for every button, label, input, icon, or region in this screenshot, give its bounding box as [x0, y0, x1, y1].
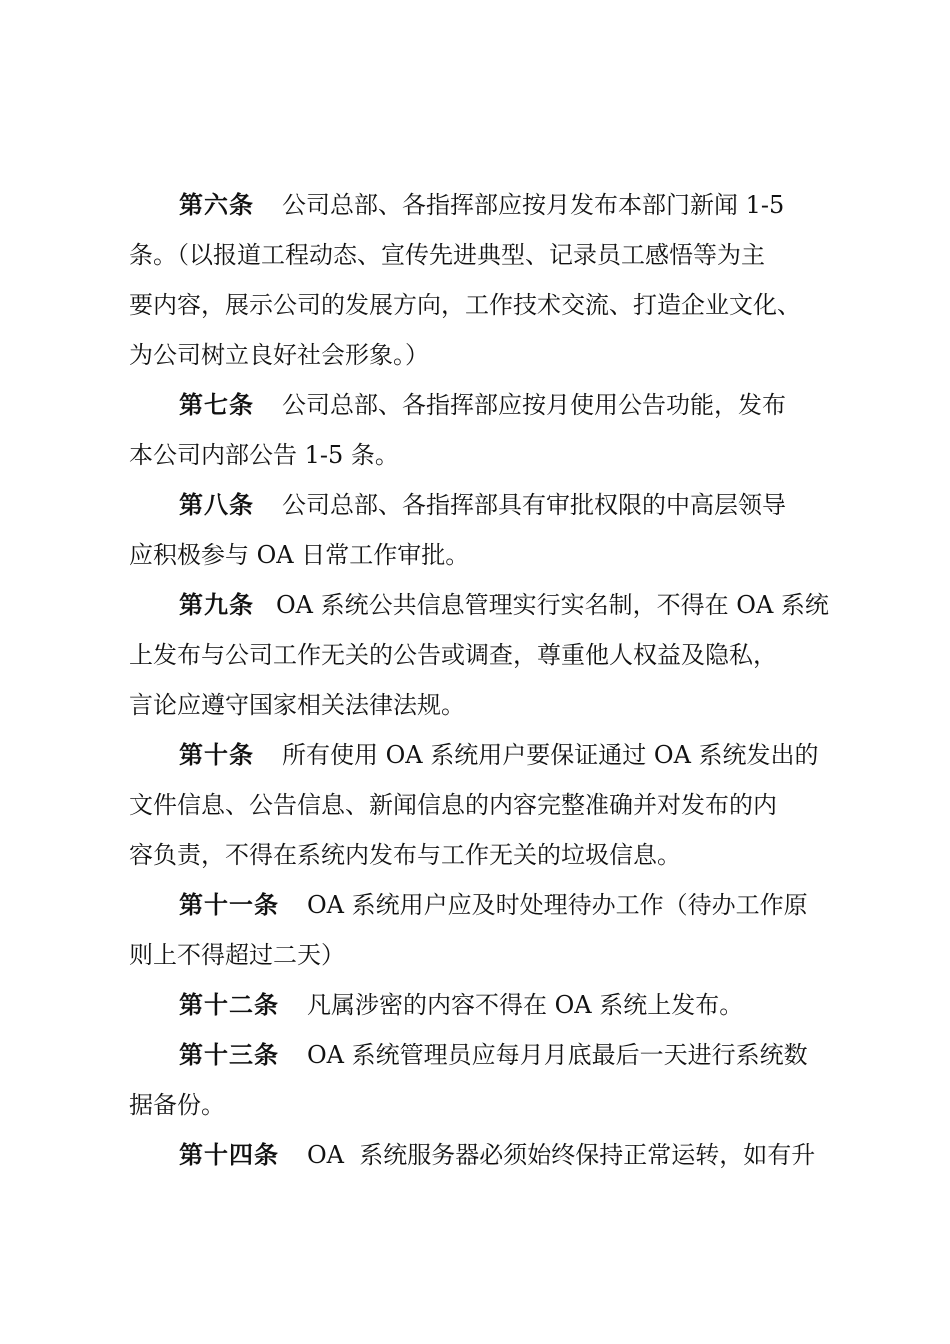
article-14-label: 第十四条 [179, 1140, 279, 1169]
article-6-text: 公司总部、各指挥部应按月发布本部门新闻 1-5 [282, 191, 785, 219]
article-11-label: 第十一条 [179, 890, 279, 919]
article-9-first-line [179, 588, 829, 622]
article-9-line-3: 言论应遵守国家相关法律法规。 [129, 691, 465, 719]
article-11-first-line [179, 888, 808, 922]
article-10-first-line [179, 738, 819, 772]
article-7-text: 公司总部、各指挥部应按月使用公告功能，发布 [282, 391, 786, 419]
article-11-line-2: 则上不得超过二天） [129, 941, 345, 969]
article-9-text: OA 系统公共信息管理实行实名制，不得在 OA 系统 [276, 591, 829, 619]
article-7-first-line [179, 388, 786, 422]
article-8-line-2: 应积极参与 OA 日常工作审批。 [129, 541, 470, 569]
article-6-line-4: 为公司树立良好社会形象。） [129, 341, 429, 369]
article-6-line-3: 要内容，展示公司的发展方向，工作技术交流、打造企业文化、 [129, 291, 801, 319]
article-14-text: OA 系统服务器必须始终保持正常运转，如有升 [307, 1141, 816, 1169]
article-9-label: 第九条 [179, 590, 254, 619]
article-11-text: OA 系统用户应及时处理待办工作（待办工作原 [307, 891, 808, 919]
article-7-label: 第七条 [179, 390, 254, 419]
article-13-line-2: 据备份。 [129, 1091, 225, 1119]
article-10-text: 所有使用 OA 系统用户要保证通过 OA 系统发出的 [282, 741, 819, 769]
article-6-line-2: 条。（以报道工程动态、宣传先进典型、记录员工感悟等为主 [129, 241, 765, 269]
article-12-first-line [179, 988, 743, 1022]
article-6-label: 第六条 [179, 190, 254, 219]
article-8-label: 第八条 [179, 490, 254, 519]
article-9-line-2: 上发布与公司工作无关的公告或调查，尊重他人权益及隐私， [129, 641, 777, 669]
article-7-line-2: 本公司内部公告 1-5 条。 [129, 441, 399, 469]
article-12-text: 凡属涉密的内容不得在 OA 系统上发布。 [307, 991, 744, 1019]
article-8-first-line [179, 488, 786, 522]
article-13-label: 第十三条 [179, 1040, 279, 1069]
article-14-first-line [179, 1138, 815, 1172]
article-13-text: OA 系统管理员应每月月底最后一天进行系统数 [307, 1041, 808, 1069]
article-6-first-line [179, 188, 784, 222]
article-10-line-2: 文件信息、公告信息、新闻信息的内容完整准确并对发布的内 [129, 791, 777, 819]
article-12-label: 第十二条 [179, 990, 279, 1019]
article-10-line-3: 容负责，不得在系统内发布与工作无关的垃圾信息。 [129, 841, 681, 869]
article-8-text: 公司总部、各指挥部具有审批权限的中高层领导 [282, 491, 786, 519]
article-10-label: 第十条 [179, 740, 254, 769]
article-13-first-line [179, 1038, 808, 1072]
